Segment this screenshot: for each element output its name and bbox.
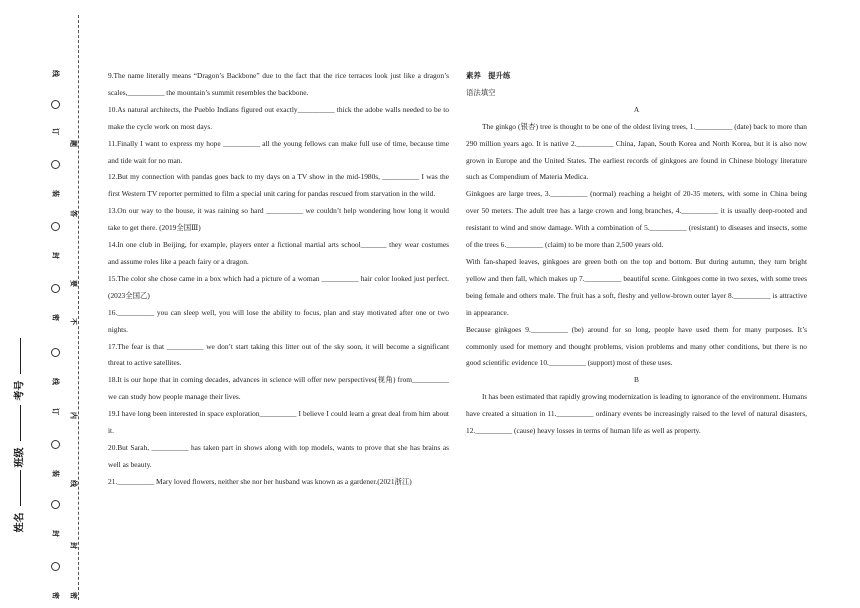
binding-hole (51, 160, 60, 169)
binding-hole (51, 562, 60, 571)
seal-char: 密 (51, 314, 60, 321)
seal-char: 不 (69, 318, 78, 325)
student-name-label: 姓名 (14, 512, 26, 533)
seal-char: 装 (51, 190, 60, 197)
seal-char: 密 (69, 592, 78, 599)
seal-char: 线 (51, 378, 60, 385)
question-12: 12.But my connection with pandas goes back to my days on a TV show in the mid-1980s, __________ I was the first Western TV reporter permitted to film a special unit caring for pandas rescued from starvation in the wild. (108, 172, 449, 199)
passage-b-paragraph: It has been estimated that rapidly growing modernization is leading to ignorance of the environment. Humans have created a situation in 11.__________ ordinary events be increasingly raised to the level of natural disasters, 12.__________ (cause) heavy losses in terms of human life as well as property. (466, 392, 807, 436)
question-18: 18.It is our hope that in coming decades, advances in science will offer new perspectives(视角) from__________ we can study how people manage their lives. (108, 375, 449, 402)
student-number-label: 考号 (14, 380, 26, 401)
question-21: 21.__________ Mary loved flowers, neither she nor her husband was known as a gardener.(2021浙江) (108, 476, 412, 486)
seal-char: 答 (69, 210, 78, 217)
passage-a-paragraph: Ginkgoes are large trees, 3.__________ (normal) reaching a height of 20-35 meters, with some in China being over 50 meters. The adult tree has a large crown and long branches, 4.__________ it is usually deep-rooted and resistant to wind and snow damage. With a combination of 5.__________ (resistant) to diseases and insects, some of the trees 6.__________ (claim) to be more than 2,500 years old. (466, 189, 807, 250)
left-column (108, 68, 449, 491)
seal-char: 内 (69, 412, 78, 419)
seal-char: 题 (69, 140, 78, 147)
student-name-line (20, 470, 21, 506)
section-title: 素养 提升练 (466, 71, 511, 80)
binding-hole (51, 100, 60, 109)
binding-hole (51, 348, 60, 357)
passage-a-paragraph: The ginkgo (银杏) tree is thought to be one of the oldest living trees, 1.__________ (date) back to more than 290 million years ago. It is native 2.__________ China, Japan, South Korea and North Korea, but it is also now grown in Europe and the United States. The earliest records of ginkgoes are found in Chinese biology literature such as Compendium of Materia Medica. (466, 121, 807, 182)
seal-char: 封 (51, 530, 60, 537)
passage-a-paragraph: Because ginkgoes 9.__________ (be) around for so long, people have used them for many purposes. It’s commonly used for memory and thought problems, vision problems and many other conditions, but there is no good scientific evidence 10.__________ (support) most of these uses. (466, 324, 807, 368)
question-16: 16.__________ you can sleep well, you will lose the ability to focus, plan and stay motivated after one or two nights. (108, 307, 449, 334)
student-class-line (20, 405, 21, 441)
binding-hole (51, 500, 60, 509)
binding-line (78, 15, 79, 600)
seal-char: 线 (51, 70, 60, 77)
seal-char: 订 (51, 128, 60, 135)
binding-hole (51, 284, 60, 293)
question-10: 10.As natural architects, the Pueblo Indians figured out exactly__________ thick the adobe walls needed to be to make the cycle work on most days. (108, 104, 449, 131)
binding-hole (51, 440, 60, 449)
section-subtitle: 语法填空 (466, 87, 496, 97)
question-9: 9.The name literally means “Dragon’s Backbone” due to the fact that the rice terraces look just like a dragon’s scales,__________ the mountain’s summit resembles the backbone. (108, 71, 449, 97)
binding-hole (51, 222, 60, 231)
question-20: 20.But Sarah, __________ has taken part in shows along with top models, wants to prove that she has brains as well as beauty. (108, 442, 449, 469)
passage-a-label: A (633, 104, 640, 114)
seal-char: 订 (51, 408, 60, 415)
question-17: 17.The fear is that __________ we don’t start taking this litter out of the sky soon, it will become a significant threat to active satellites. (108, 341, 449, 368)
seal-char: 封 (51, 252, 60, 259)
question-15: 15.The color she chose came in a box which had a picture of a woman __________ hair color looked just perfect.(2023全国乙) (108, 273, 449, 300)
seal-char: 要 (69, 280, 78, 287)
binding-margin (0, 0, 100, 608)
student-number-line (20, 338, 21, 374)
seal-char: 封 (69, 542, 78, 549)
passage-a-paragraph: With fan-shaped leaves, ginkgoes are green both on the top and bottom. But during autumn, they turn bright yellow and then fall, which makes up 7.__________ beautiful scene. Ginkgoes come in two sexes, with some trees being female and others male. The fruit has a soft, fleshy and yellow-brown outer layer 8.__________ is attractive in appearance. (466, 256, 807, 317)
question-13: 13.On our way to the house, it was raining so hard __________ we couldn’t help wondering how long it would take to get there. (2019全国Ⅲ) (108, 206, 449, 233)
seal-char: 密 (51, 592, 60, 599)
question-11: 11.Finally I want to express my hope __________ all the young fellows can make full use of time, because time and tide wait for no man. (108, 138, 449, 165)
right-column (466, 68, 807, 440)
seal-char: 线 (69, 480, 78, 487)
question-19: 19.I have long been interested in space exploration__________ I believe I could learn a great deal from him about it. (108, 409, 449, 436)
question-14: 14.In one club in Beijing, for example, players enter a fictional martial arts school_______ they wear costumes and assume roles like a peach fairy or a dragon. (108, 240, 449, 266)
passage-b-label: B (634, 375, 639, 385)
student-class-label: 班级 (14, 447, 26, 468)
seal-char: 装 (51, 470, 60, 477)
